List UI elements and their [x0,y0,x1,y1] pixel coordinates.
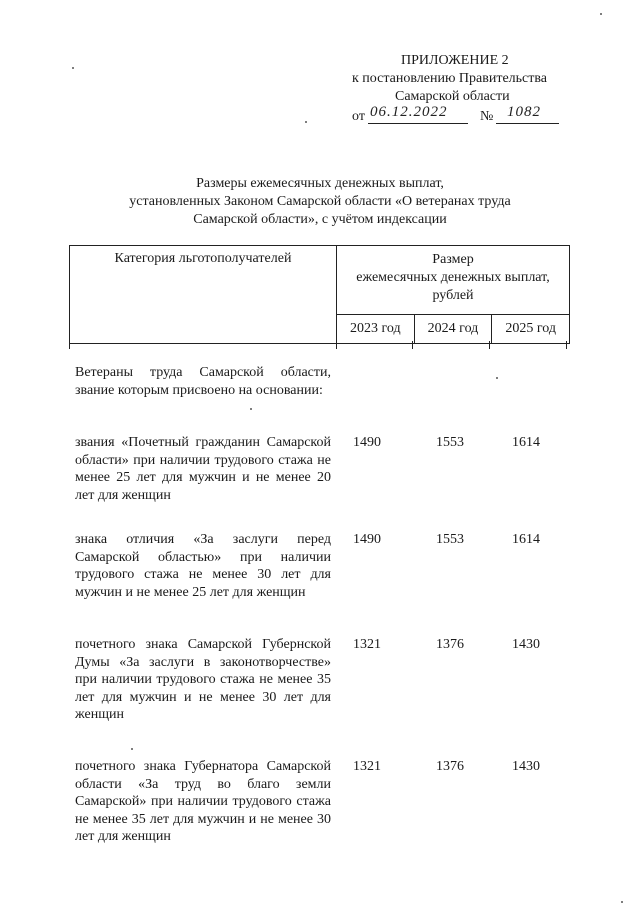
category-header-label: Категория льготополучателей [114,251,292,266]
row-3-value-2023: 1321 [353,637,381,652]
row-4-value-2023: 1321 [353,759,381,774]
row-4-category: почетного знака Губернатора Самарской области «За труд во благо земли Самарской» при наличии трудового стажа не менее 35 лет для мужчин и не менее 30 лет для женщин [75,759,331,844]
scan-speck [72,67,74,69]
row-1-value-2023: 1490 [353,435,381,450]
date-underline [368,123,468,124]
scan-speck [250,408,252,410]
scan-speck [600,13,602,15]
row-3-category: почетного знака Самарской Губернской Думы «За заслуги в законотворчестве» при наличии трудового стажа не менее 35 лет для мужчин и не менее 30 лет для женщин [75,637,331,722]
number-label: № [480,109,494,124]
column-tick [412,341,413,349]
column-tick [336,341,337,349]
handwritten-date: 06.12.2022 [370,104,448,120]
document-title-line-1: Размеры ежемесячных денежных выплат, [196,176,444,191]
document-title-line-2: установленных Законом Самарской области «О ветеранах труда [129,194,511,209]
column-tick [489,341,490,349]
year-2025-header: 2025 год [492,314,570,343]
row-2-category: знака отличия «За заслуги перед Самарской областью» при наличии трудового стажа не менее 30 лет для мужчин и не менее 25 лет для женщин [75,532,331,600]
row-2-value-2025: 1614 [512,532,540,547]
scan-speck [131,748,133,750]
row-2-value-2023: 1490 [353,532,381,547]
row-4-value-2024: 1376 [436,759,464,774]
document-title-line-3: Самарской области», с учётом индексации [193,212,447,227]
handwritten-number: 1082 [507,104,541,120]
category-header [70,246,337,344]
size-header-line-2: ежемесячных денежных выплат, [356,270,550,285]
row-3-value-2025: 1430 [512,637,540,652]
row-1-value-2025: 1614 [512,435,540,450]
row-2-value-2024: 1553 [436,532,464,547]
column-tick [566,341,567,349]
appendix-line-2: Самарской области [395,89,510,104]
row-4-value-2025: 1430 [512,759,540,774]
appendix-title: ПРИЛОЖЕНИЕ 2 [401,53,509,68]
row-1-category: звания «Почетный гражданин Самарской области» при наличии трудового стажа не менее 25 лет для мужчин и не менее 20 лет для женщин [75,435,331,503]
year-2024-header: 2024 год [414,314,492,343]
number-underline [496,123,559,124]
size-header-line-3: рублей [432,288,474,303]
row-1-value-2024: 1553 [436,435,464,450]
payments-table-header [69,245,570,344]
size-header-line-1: Размер [432,252,474,267]
size-header [337,246,570,315]
year-2023-header: 2023 год [337,314,415,343]
column-tick [69,341,70,349]
from-label: от [352,109,365,124]
row-3-value-2024: 1376 [436,637,464,652]
scan-speck [305,121,307,123]
scan-speck [496,377,498,379]
intro-text: Ветераны труда Самарской области, звание которым присвоено на основании: [75,365,331,398]
scan-speck [621,901,623,903]
appendix-line-1: к постановлению Правительства [352,71,548,86]
